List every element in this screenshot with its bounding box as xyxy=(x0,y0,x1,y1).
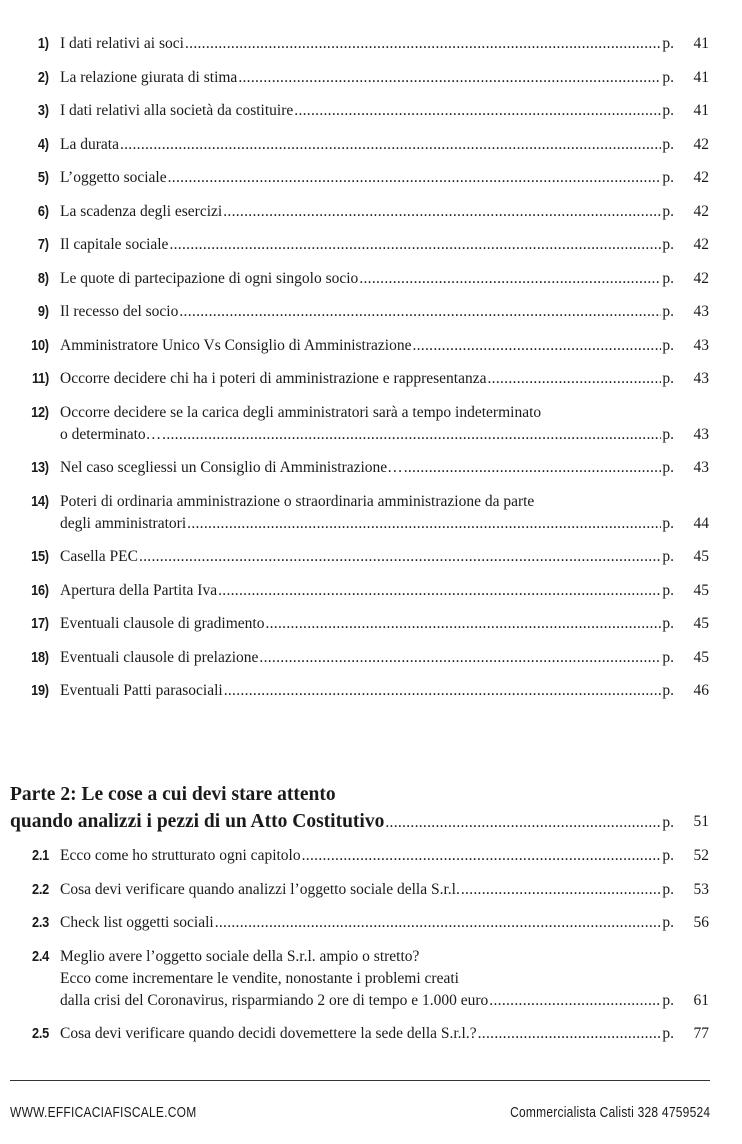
page-prefix: p. xyxy=(662,135,674,153)
page-number: 43 xyxy=(693,303,709,320)
leader-dots xyxy=(385,810,661,836)
entry-line xyxy=(60,845,674,867)
leader-dots xyxy=(223,201,661,223)
page-number: 43 xyxy=(693,336,709,354)
entry-line xyxy=(60,134,674,156)
entry-number: 4) xyxy=(38,135,49,153)
entry-number: 12) xyxy=(31,403,49,421)
entry-number: 2.1 xyxy=(32,847,49,864)
entry-line xyxy=(60,946,674,968)
leader-dots xyxy=(169,234,661,256)
entry-line xyxy=(60,33,674,55)
page-number: 56 xyxy=(693,914,709,931)
page-prefix: p. xyxy=(662,814,674,831)
entry-line xyxy=(60,968,674,990)
page-number: 45 xyxy=(693,615,709,632)
leader-dots xyxy=(224,680,662,702)
leader-dots xyxy=(259,647,661,669)
entry-title: degli amministratori xyxy=(60,514,187,532)
entry-title: La scadenza degli esercizi xyxy=(60,202,223,220)
entry-number: 9) xyxy=(38,303,49,320)
leader-dots xyxy=(359,268,661,290)
page-prefix: p. xyxy=(662,459,674,476)
page-number: 41 xyxy=(693,35,709,52)
entry-title: I dati relativi ai soci xyxy=(60,35,184,52)
entry-title: dalla crisi del Coronavirus, risparmiando 2 ore di tempo e 1.000 euro xyxy=(60,991,489,1009)
footer-divider xyxy=(10,1080,710,1081)
page-prefix: p. xyxy=(662,615,674,632)
entry-line xyxy=(60,301,674,323)
entry-title: Eventuali clausole di gradimento xyxy=(60,615,265,632)
entry-number: 2.2 xyxy=(32,880,49,898)
leader-dots xyxy=(487,368,661,390)
page-prefix: p. xyxy=(662,682,674,699)
entry-title: La relazione giurata di stima xyxy=(60,68,238,86)
entry-line xyxy=(60,491,674,513)
entry-number: 14) xyxy=(31,492,49,510)
page-prefix: p. xyxy=(662,202,674,220)
leader-dots xyxy=(478,1023,662,1045)
entry-title: Amministratore Unico Vs Consiglio di Amministrazione xyxy=(60,336,412,354)
entry-title: Il recesso del socio xyxy=(60,303,179,320)
page-prefix: p. xyxy=(662,102,674,119)
page-number: 42 xyxy=(693,269,709,287)
entry-number: 16) xyxy=(31,581,49,599)
leader-dots xyxy=(294,100,661,122)
leader-dots xyxy=(218,580,661,602)
entry-number: 11) xyxy=(32,370,49,387)
leader-dots xyxy=(185,33,661,55)
page-number: 43 xyxy=(693,425,709,443)
page-prefix: p. xyxy=(662,425,674,443)
entry-title: Cosa devi verificare quando decidi dovemettere la sede della S.r.l.? xyxy=(60,1025,477,1042)
entry-line xyxy=(60,234,674,256)
page-number: 43 xyxy=(693,459,709,476)
page-prefix: p. xyxy=(662,236,674,253)
entry-line xyxy=(60,912,674,934)
entry-line xyxy=(60,546,674,568)
entry-title: Poteri di ordinaria amministrazione o straordinaria amministrazione da parte xyxy=(60,492,535,510)
page-prefix: p. xyxy=(662,336,674,354)
entry-title: La durata xyxy=(60,135,119,153)
leader-dots xyxy=(162,424,661,446)
page-prefix: p. xyxy=(662,269,674,287)
page-prefix: p. xyxy=(662,880,674,898)
entry-title: L’oggetto sociale xyxy=(60,169,167,186)
entry-title: Eventuali clausole di prelazione xyxy=(60,648,259,666)
page-prefix: p. xyxy=(662,648,674,666)
entry-title: I dati relativi alla società da costituire xyxy=(60,102,294,119)
page-prefix: p. xyxy=(662,914,674,931)
entry-title: Cosa devi verificare quando analizzi l’oggetto sociale della S.r.l. xyxy=(60,880,460,898)
leader-dots xyxy=(187,513,661,535)
page-prefix: p. xyxy=(662,847,674,864)
entry-title: Meglio avere l’oggetto sociale della S.r.l. ampio o stretto? xyxy=(60,947,420,965)
entry-number: 2.3 xyxy=(32,914,49,931)
entry-title: Il capitale sociale xyxy=(60,236,169,253)
leader-dots xyxy=(302,845,662,867)
page-prefix: p. xyxy=(662,1025,674,1042)
entry-line xyxy=(60,368,674,390)
entry-number: 6) xyxy=(38,202,49,220)
footer-website: WWW.EFFICACIAFISCALE.COM xyxy=(10,1104,197,1121)
page-number: 42 xyxy=(693,169,709,186)
leader-dots xyxy=(168,167,662,189)
part2-page-number: 51 xyxy=(693,813,709,830)
entry-number: 17) xyxy=(31,615,49,632)
entry-line xyxy=(60,424,674,446)
entry-number: 5) xyxy=(38,169,49,186)
entry-line xyxy=(60,513,674,535)
page-number: 42 xyxy=(693,135,709,153)
entry-number: 2.4 xyxy=(32,947,49,965)
entry-line xyxy=(60,201,674,223)
page-prefix: p. xyxy=(662,68,674,86)
entry-number: 2) xyxy=(38,68,49,86)
entry-line xyxy=(60,335,674,357)
entry-title: Nel caso scegliessi un Consiglio di Amministrazione… xyxy=(60,459,403,476)
part2-title-line2 xyxy=(10,809,674,836)
entry-title: Check list oggetti sociali xyxy=(60,914,214,931)
entry-line xyxy=(60,100,674,122)
entry-line xyxy=(60,680,674,702)
entry-title: Eventuali Patti parasociali xyxy=(60,682,223,699)
leader-dots xyxy=(265,613,661,635)
page-prefix: p. xyxy=(662,991,674,1009)
leader-dots xyxy=(412,335,661,357)
page-prefix: p. xyxy=(662,169,674,186)
page-prefix: p. xyxy=(662,303,674,320)
entry-number: 2.5 xyxy=(32,1025,49,1042)
page-number: 77 xyxy=(693,1025,709,1042)
entry-line xyxy=(60,457,674,479)
part2-title-line1: Parte 2: Le cose a cui devi stare attento xyxy=(10,784,336,805)
entry-number: 1) xyxy=(38,35,49,52)
entry-line xyxy=(60,402,674,424)
leader-dots xyxy=(215,912,662,934)
footer-contact: Commercialista Calisti 328 4759524 xyxy=(509,1104,710,1121)
entry-line xyxy=(60,67,674,89)
leader-dots xyxy=(139,546,661,568)
entry-number: 3) xyxy=(38,102,49,119)
page-number: 61 xyxy=(693,991,709,1009)
entry-number: 18) xyxy=(31,648,49,666)
page-prefix: p. xyxy=(662,35,674,52)
page-number: 46 xyxy=(693,682,709,699)
entry-title: Le quote di partecipazione di ogni singolo socio xyxy=(60,269,359,287)
page-prefix: p. xyxy=(662,581,674,599)
page-number: 44 xyxy=(693,514,709,532)
page-number: 43 xyxy=(693,370,709,387)
leader-dots xyxy=(179,301,661,323)
entry-number: 13) xyxy=(31,459,49,476)
page-number: 42 xyxy=(693,236,709,253)
entry-number: 19) xyxy=(31,682,49,699)
leader-dots xyxy=(404,457,662,479)
leader-dots xyxy=(461,879,662,901)
entry-line xyxy=(60,1023,674,1045)
leader-dots xyxy=(489,990,661,1012)
entry-title: o determinato… xyxy=(60,425,162,443)
entry-title: Ecco come incrementare le vendite, nonostante i problemi creati xyxy=(60,969,459,987)
entry-number: 10) xyxy=(31,336,49,354)
entry-number: 7) xyxy=(38,236,49,253)
page-number: 45 xyxy=(693,581,709,599)
page-number: 52 xyxy=(693,847,709,864)
page-number: 45 xyxy=(693,548,709,565)
entry-title: Ecco come ho strutturato ogni capitolo xyxy=(60,847,301,864)
page-number: 41 xyxy=(693,68,709,86)
leader-dots xyxy=(238,67,661,89)
page-prefix: p. xyxy=(662,514,674,532)
part2-title-text: quando analizzi i pezzi di un Atto Costitutivo xyxy=(10,811,385,832)
page-number: 41 xyxy=(693,102,709,119)
entry-line xyxy=(60,167,674,189)
page-number: 53 xyxy=(693,880,709,898)
page-prefix: p. xyxy=(662,370,674,387)
leader-dots xyxy=(120,134,661,156)
entry-title: Apertura della Partita Iva xyxy=(60,581,218,599)
entry-line xyxy=(60,990,674,1012)
entry-title: Occorre decidere chi ha i poteri di amministrazione e rappresentanza xyxy=(60,370,487,387)
entry-title: Casella PEC xyxy=(60,548,138,565)
entry-title: Occorre decidere se la carica degli amministratori sarà a tempo indeterminato xyxy=(60,403,542,421)
entry-line xyxy=(60,580,674,602)
entry-number: 8) xyxy=(38,269,49,287)
page-number: 42 xyxy=(693,202,709,220)
entry-line xyxy=(60,647,674,669)
entry-number: 15) xyxy=(31,548,49,565)
entry-line xyxy=(60,268,674,290)
entry-line xyxy=(60,613,674,635)
entry-line xyxy=(60,879,674,901)
page-prefix: p. xyxy=(662,548,674,565)
page-number: 45 xyxy=(693,648,709,666)
